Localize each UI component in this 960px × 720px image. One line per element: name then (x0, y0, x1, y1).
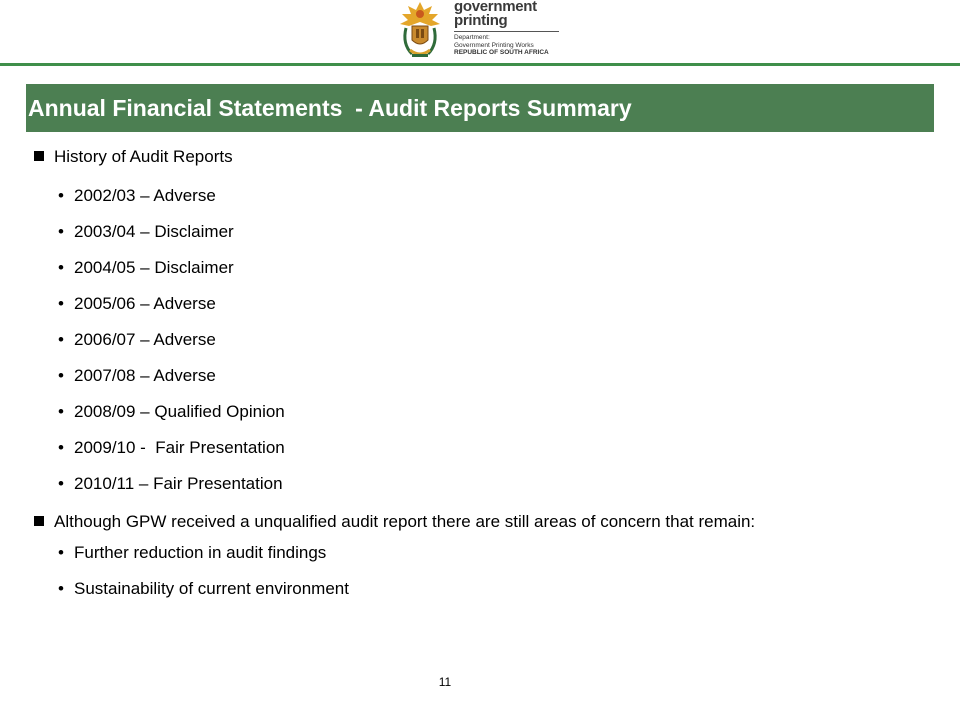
list-item-text: 2005/06 – Adverse (74, 294, 216, 313)
logo-department-name: Government Printing Works (454, 41, 534, 49)
list-item-text: Sustainability of current environment (74, 579, 349, 598)
bullet-dot-icon: • (58, 402, 64, 421)
list-item (34, 185, 914, 221)
bullet-dot-icon: • (58, 294, 64, 313)
bullet-dot-icon: • (58, 258, 64, 277)
concerns-heading-text: Although GPW received a unqualified audit report there are still areas of concern that remain: (54, 512, 756, 531)
title-banner (26, 84, 934, 132)
bullet-dot-icon: • (58, 543, 64, 562)
list-item (34, 257, 914, 293)
list-item-text: 2006/07 – Adverse (74, 330, 216, 349)
bullet-dot-icon: • (58, 186, 64, 205)
slide-title: Annual Financial Statements - Audit Reports Summary (28, 94, 632, 121)
list-item (34, 437, 914, 473)
logo-department-label: Department: (454, 34, 490, 41)
history-list (34, 185, 914, 509)
page-number: 11 (438, 675, 452, 689)
coat-of-arms-icon (398, 0, 442, 60)
bullet-dot-icon: • (58, 222, 64, 241)
logo-word-government: government (454, 0, 537, 15)
spacer (34, 177, 914, 185)
logo-word-printing: printing (454, 12, 508, 29)
history-heading (34, 146, 914, 167)
list-item-text: 2010/11 – Fair Presentation (74, 474, 283, 493)
slide-content (34, 146, 914, 614)
list-item-text: 2009/10 - Fair Presentation (74, 438, 285, 457)
square-bullet-icon (34, 151, 44, 161)
list-item (34, 542, 914, 578)
list-item-text: 2002/03 – Adverse (74, 186, 216, 205)
list-item-text: 2004/05 – Disclaimer (74, 258, 234, 277)
list-item (34, 221, 914, 257)
concerns-list (34, 542, 914, 614)
list-item (34, 329, 914, 365)
list-item-text: 2003/04 – Disclaimer (74, 222, 234, 241)
header-rule (0, 63, 960, 66)
list-item-text: Further reduction in audit findings (74, 543, 327, 562)
list-item (34, 578, 914, 614)
list-item (34, 293, 914, 329)
bullet-dot-icon: • (58, 474, 64, 493)
government-printing-logo (398, 0, 568, 62)
history-heading-text: History of Audit Reports (54, 147, 233, 166)
list-item-text: 2008/09 – Qualified Opinion (74, 402, 285, 421)
logo-divider (454, 31, 559, 32)
bullet-dot-icon: • (58, 366, 64, 385)
square-bullet-icon (34, 516, 44, 526)
concerns-heading (34, 511, 914, 532)
list-item (34, 401, 914, 437)
logo-country: REPUBLIC OF SOUTH AFRICA (454, 49, 549, 56)
bullet-dot-icon: • (58, 438, 64, 457)
list-item (34, 473, 914, 509)
list-item-text: 2007/08 – Adverse (74, 366, 216, 385)
bullet-dot-icon: • (58, 579, 64, 598)
bullet-dot-icon: • (58, 330, 64, 349)
list-item (34, 365, 914, 401)
